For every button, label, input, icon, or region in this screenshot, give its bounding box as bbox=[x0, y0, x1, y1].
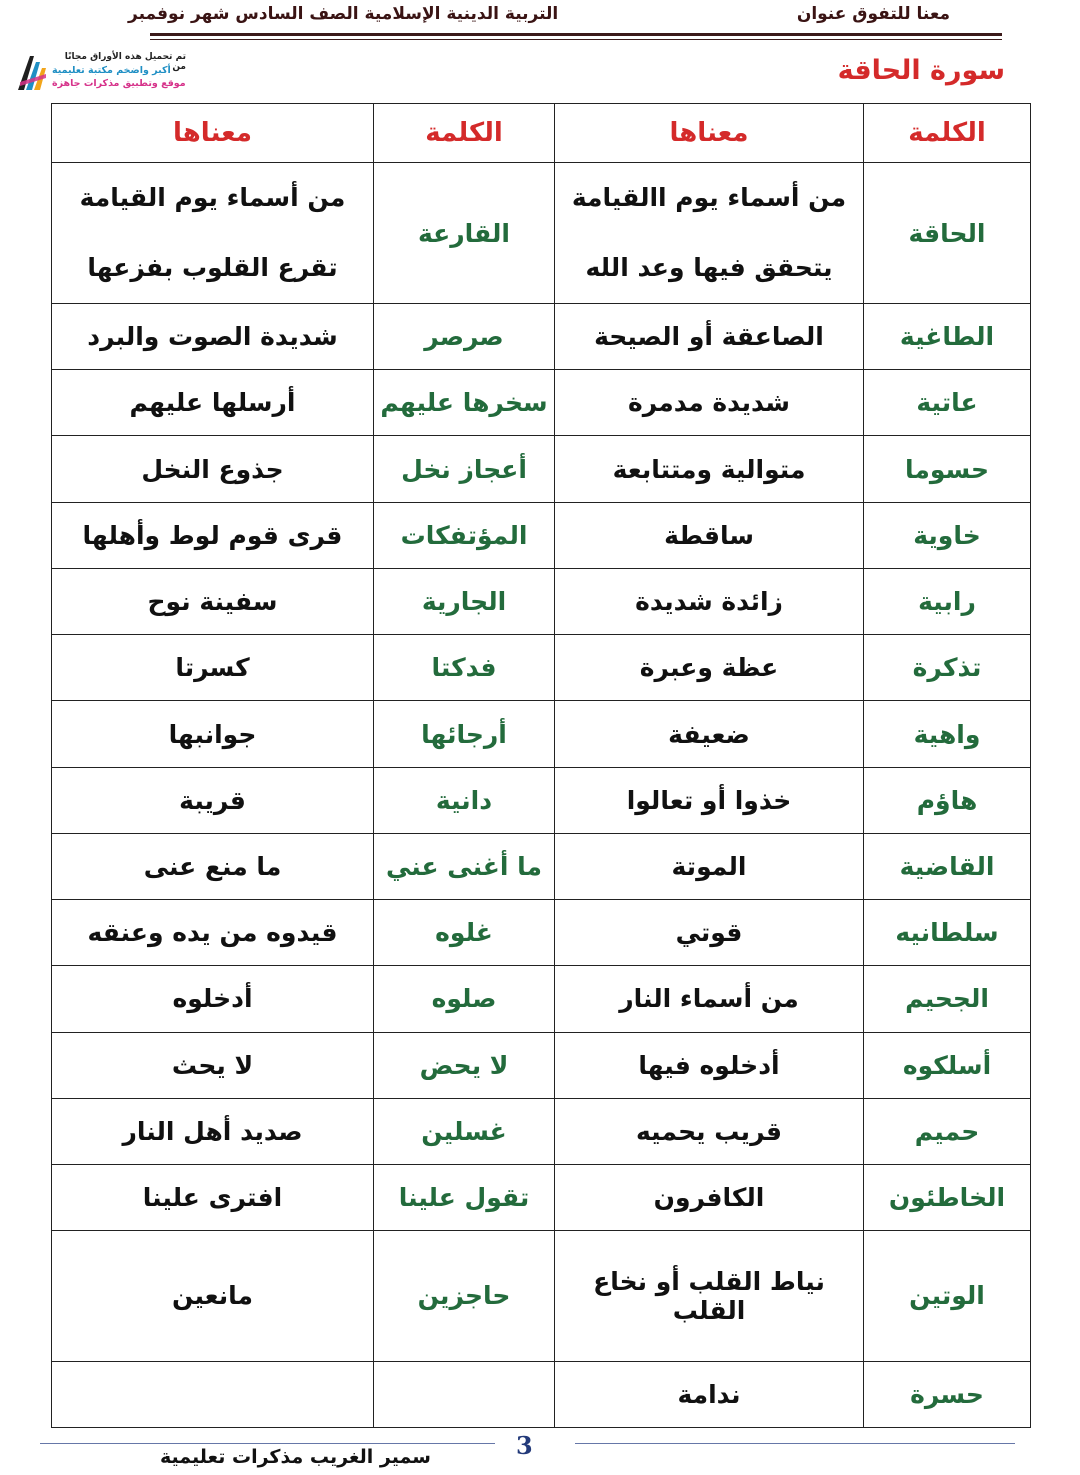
word-cell: سلطانيه bbox=[864, 900, 1031, 966]
header-divider-thin bbox=[150, 39, 1002, 40]
meaning-cell: شديدة مدمرة bbox=[555, 370, 864, 436]
word-cell: أعجاز نخل bbox=[374, 436, 555, 502]
word-cell: دانية bbox=[374, 767, 555, 833]
meaning-cell: زائدة شديدة bbox=[555, 568, 864, 634]
table-row bbox=[52, 900, 1031, 966]
meaning-cell: الصاعقة أو الصيحة bbox=[555, 304, 864, 370]
table-row bbox=[52, 1032, 1031, 1098]
meaning-cell: نياط القلب أو نخاع القلب bbox=[555, 1231, 864, 1361]
word-cell: غسلين bbox=[374, 1098, 555, 1164]
meaning-line: من أسماء يوم القيامة bbox=[79, 183, 346, 212]
table-header-row bbox=[52, 104, 1031, 163]
meaning-cell bbox=[52, 1361, 374, 1427]
meaning-cell: جذوع النخل bbox=[52, 436, 374, 502]
meaning-cell: صديد أهل النار bbox=[52, 1098, 374, 1164]
table-row bbox=[52, 635, 1031, 701]
header-meaning-2: معناها bbox=[52, 104, 374, 163]
table-row bbox=[52, 701, 1031, 767]
table-row bbox=[52, 767, 1031, 833]
logo-line-3: موقع وتطبيق مذكرات جاهزة bbox=[52, 78, 186, 89]
table-row bbox=[52, 966, 1031, 1032]
header-word-1: الكلمة bbox=[864, 104, 1031, 163]
meaning-cell: متوالية ومتتابعة bbox=[555, 436, 864, 502]
page-number: 3 bbox=[516, 1431, 533, 1460]
word-cell: ما أغنى عني bbox=[374, 833, 555, 899]
meaning-cell: أدخلوه فيها bbox=[555, 1032, 864, 1098]
meaning-cell: من أسماء النار bbox=[555, 966, 864, 1032]
logo-icon bbox=[16, 52, 50, 92]
word-cell: غلوه bbox=[374, 900, 555, 966]
word-cell: رابية bbox=[864, 568, 1031, 634]
table-row bbox=[52, 502, 1031, 568]
meaning-cell: أرسلها عليهم bbox=[52, 370, 374, 436]
table-row bbox=[52, 304, 1031, 370]
table-row bbox=[52, 1098, 1031, 1164]
meaning-cell: الموتة bbox=[555, 833, 864, 899]
word-cell: حسوما bbox=[864, 436, 1031, 502]
word-cell: لا يحض bbox=[374, 1032, 555, 1098]
word-cell: حميم bbox=[864, 1098, 1031, 1164]
word-cell: صرصر bbox=[374, 304, 555, 370]
meaning-cell: جوانبها bbox=[52, 701, 374, 767]
site-logo bbox=[16, 46, 186, 96]
table-row bbox=[52, 833, 1031, 899]
word-cell: هاؤم bbox=[864, 767, 1031, 833]
word-cell bbox=[374, 1361, 555, 1427]
word-cell: عاتية bbox=[864, 370, 1031, 436]
meaning-line: من أسماء يوم االقيامة bbox=[571, 183, 847, 212]
word-cell: تذكرة bbox=[864, 635, 1031, 701]
word-cell: القارعة bbox=[374, 163, 555, 304]
meaning-cell: عظة وعبرة bbox=[555, 635, 864, 701]
meaning-cell: قريب يحميه bbox=[555, 1098, 864, 1164]
vocabulary-table bbox=[51, 103, 1031, 1428]
meaning-cell: لا يحث bbox=[52, 1032, 374, 1098]
table-row bbox=[52, 1165, 1031, 1231]
header-word-2: الكلمة bbox=[374, 104, 555, 163]
header-title: معنا للتفوق عنوان bbox=[796, 4, 950, 24]
meaning-cell bbox=[52, 163, 374, 304]
meaning-cell: قوتي bbox=[555, 900, 864, 966]
header-meaning-1: معناها bbox=[555, 104, 864, 163]
page-header bbox=[0, 0, 1080, 34]
meaning-cell: افترى علينا bbox=[52, 1165, 374, 1231]
table-row bbox=[52, 1361, 1031, 1427]
surah-title: سورة الحاقة bbox=[837, 55, 1005, 86]
word-cell: أرجائها bbox=[374, 701, 555, 767]
word-cell: واهية bbox=[864, 701, 1031, 767]
table-row bbox=[52, 163, 1031, 304]
footer-divider-left bbox=[40, 1443, 495, 1444]
word-cell: المؤتفكات bbox=[374, 502, 555, 568]
meaning-cell: شديدة الصوت والبرد bbox=[52, 304, 374, 370]
meaning-cell: قيدوه من يده وعنقه bbox=[52, 900, 374, 966]
logo-line-1: تم تحميل هذه الأوراق مجانًا من bbox=[64, 52, 186, 72]
word-cell: الحاقة bbox=[864, 163, 1031, 304]
word-cell: الجارية bbox=[374, 568, 555, 634]
word-cell: الطاغية bbox=[864, 304, 1031, 370]
meaning-line: تقرع القلوب بفزعها bbox=[87, 253, 338, 282]
meaning-cell: خذوا أو تعالوا bbox=[555, 767, 864, 833]
meaning-line: يتحقق فيها وعد الله bbox=[585, 253, 833, 282]
meaning-cell: ما منع عنى bbox=[52, 833, 374, 899]
meaning-cell: مانعين bbox=[52, 1231, 374, 1361]
word-cell: الخاطئون bbox=[864, 1165, 1031, 1231]
word-cell: صلوه bbox=[374, 966, 555, 1032]
meaning-cell: ضعيفة bbox=[555, 701, 864, 767]
word-cell: الجحيم bbox=[864, 966, 1031, 1032]
table-row bbox=[52, 1231, 1031, 1361]
footer-divider-right bbox=[575, 1443, 1015, 1444]
meaning-cell: سفينة نوح bbox=[52, 568, 374, 634]
meaning-cell: قريبة bbox=[52, 767, 374, 833]
table-row bbox=[52, 436, 1031, 502]
header-subject: التربية الدينية الإسلامية الصف السادس شهر نوفمبر bbox=[128, 4, 559, 24]
header-divider bbox=[150, 33, 1002, 36]
table-row bbox=[52, 370, 1031, 436]
meaning-cell: ساقطة bbox=[555, 502, 864, 568]
meaning-cell bbox=[555, 163, 864, 304]
table-row bbox=[52, 568, 1031, 634]
meaning-cell: ندامة bbox=[555, 1361, 864, 1427]
footer-author: سمير الغريب مذكرات تعليمية bbox=[160, 1446, 431, 1468]
meaning-cell: الكافرون bbox=[555, 1165, 864, 1231]
word-cell: حسرة bbox=[864, 1361, 1031, 1427]
meaning-cell: أدخلوه bbox=[52, 966, 374, 1032]
meaning-cell: كسرتا bbox=[52, 635, 374, 701]
word-cell: القاضية bbox=[864, 833, 1031, 899]
logo-line-2: أكبر واضخم مكتبة تعليمية bbox=[52, 65, 171, 76]
meaning-cell: قرى قوم لوط وأهلها bbox=[52, 502, 374, 568]
word-cell: الوتين bbox=[864, 1231, 1031, 1361]
word-cell: سخرها عليهم bbox=[374, 370, 555, 436]
word-cell: حاجزين bbox=[374, 1231, 555, 1361]
word-cell: أسلكوه bbox=[864, 1032, 1031, 1098]
word-cell: خاوية bbox=[864, 502, 1031, 568]
word-cell: فدكتا bbox=[374, 635, 555, 701]
word-cell: تقول علينا bbox=[374, 1165, 555, 1231]
